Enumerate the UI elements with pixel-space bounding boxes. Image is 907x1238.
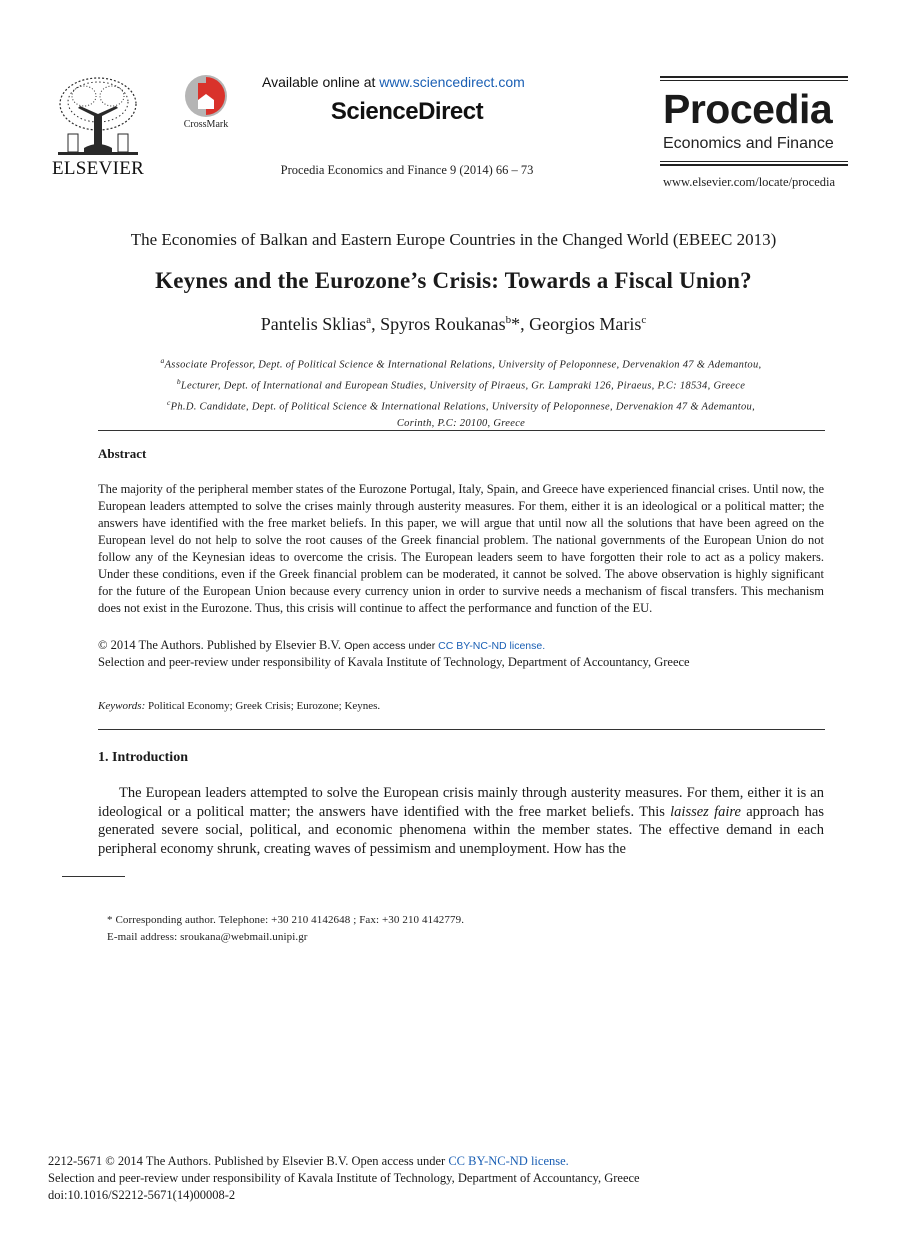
- peer-review-statement: Selection and peer-review under responsibility of Kavala Institute of Technology, Department of Accountancy, Greece: [98, 655, 690, 669]
- copyright-text: © 2014 The Authors. Published by Elsevier B.V.: [98, 638, 345, 652]
- section-heading: 1. Introduction: [98, 750, 188, 765]
- affiliation-mark: c: [166, 398, 171, 407]
- author-separator: ,: [371, 314, 381, 334]
- copyright-line: [98, 637, 824, 655]
- author-name: Spyros Roukanas: [380, 314, 506, 334]
- affiliation-mark: a: [160, 356, 165, 365]
- license-link[interactable]: CC BY-NC-ND license.: [438, 640, 546, 652]
- procedia-masthead: [660, 76, 850, 196]
- procedia-brand: Procedia: [663, 86, 833, 132]
- footer-doi[interactable]: doi:10.1016/S2212-5671(14)00008-2: [48, 1188, 236, 1202]
- crossmark-icon: [176, 74, 236, 118]
- affiliation-text: Ph.D. Candidate, Dept. of Political Science & International Relations, University of Peloponnese, Dervenakion 47 & Ademantou,: [170, 401, 755, 413]
- elsevier-wordmark: ELSEVIER: [52, 158, 145, 179]
- footer-issn-text: 2212-5671 © 2014 The Authors. Published by Elsevier B.V. Open access under: [48, 1154, 449, 1168]
- footer-peer-review: Selection and peer-review under responsibility of Kavala Institute of Technology, Department of Accountancy, Greece: [48, 1171, 640, 1185]
- keywords: [98, 700, 824, 712]
- author-list: [0, 314, 907, 335]
- footer-issn-line: [48, 1154, 569, 1169]
- intro-top-rule: [98, 729, 825, 730]
- intro-text: approach has generated severe social, political, and economic phenomena within the member states. The effective demand in each peripheral economy shrunk, creating waves of pessimism and unemployment. How has the: [98, 803, 824, 857]
- author-affil-mark: a: [366, 314, 372, 326]
- intro-text: The European leaders attempted to solve the European crisis mainly through austerity measures. For them, either it is an ideological or a political matter; the answers have identified with the free market beliefs. This: [98, 785, 824, 820]
- available-online-prefix: Available online at: [262, 74, 380, 90]
- paper-title: Keynes and the Eurozone’s Crisis: Towards a Fiscal Union?: [155, 268, 752, 293]
- author-name: Pantelis Sklias: [260, 314, 367, 334]
- affiliation-text: Associate Professor, Dept. of Political Science & International Relations, University of Peloponnese, Dervenakion 47 & Ademantou,: [164, 359, 762, 371]
- intro-paragraph: [98, 784, 824, 858]
- crossmark-label: CrossMark: [183, 119, 229, 130]
- affiliations: [98, 353, 824, 433]
- affiliation-line: [98, 395, 824, 416]
- masthead-rule-top-2: [660, 80, 848, 81]
- affiliation-line: [98, 374, 824, 395]
- keywords-text: Political Economy; Greek Crisis; Eurozone; Keynes.: [145, 700, 381, 712]
- affiliation-text: Lecturer, Dept. of International and European Studies, University of Piraeus, Gr. Lampraki 126, Piraeus, P.C: 18534, Greece: [180, 380, 746, 392]
- procedia-url-link[interactable]: www.elsevier.com/locate/procedia: [663, 175, 836, 189]
- journal-citation: Procedia Economics and Finance 9 (2014) 66 – 73: [280, 163, 534, 177]
- author-separator: *,: [511, 314, 530, 334]
- crossmark-badge[interactable]: [176, 74, 236, 134]
- abstract-body: The majority of the peripheral member states of the Eurozone Portugal, Italy, Spain, and Greece have experienced financial crises. Until now, the European leaders attempted to solve the crises mainly through austerity measures. For them, either it is an ideological or a political matter; the answers have identified with the free market beliefs. In this paper, we will argue that until now all the solutions that have been agreed on the European level do not help to solve the root causes of the Greek financial problem. The national governments of the European Union do not follow any of the Keynesian ideas to overcome the crisis. The European leaders seem to have forgotten their role to act as a policy makers. Under these conditions, even if the Greek financial problem can be moderated, it cannot be solved. The above observation is highly significant for the future of the European Union because every currency union in order to survive needs a mechanism of fiscal transfers. This mechanism does not exist in the Eurozone. Thus, this crisis will continue to affect the performance and function of the EU.: [98, 482, 824, 615]
- affiliation-text: Corinth, P.C: 20100, Greece: [396, 418, 526, 429]
- email-note: E-mail address: sroukana@webmail.unipi.gr: [107, 931, 308, 943]
- conference-name: The Economies of Balkan and Eastern Europe Countries in the Changed World (EBEEC 2013): [130, 230, 777, 249]
- corresponding-author-note: * Corresponding author. Telephone: +30 210 4142648 ; Fax: +30 210 4142779.: [107, 914, 465, 926]
- sciencedirect-link[interactable]: www.sciencedirect.com: [379, 74, 525, 90]
- footer-license-link[interactable]: CC BY-NC-ND license.: [448, 1154, 569, 1168]
- masthead-rule-top-1: [660, 76, 848, 78]
- author-affil-mark: c: [641, 314, 647, 326]
- masthead-rule-bottom-1: [660, 161, 848, 162]
- elsevier-tree-icon: [54, 74, 142, 156]
- procedia-subtitle: Economics and Finance: [663, 135, 834, 152]
- intro-italic-term: laissez faire: [670, 803, 741, 820]
- elsevier-logo[interactable]: [52, 74, 144, 179]
- author-name: Georgios Maris: [529, 314, 642, 334]
- affiliation-mark: b: [176, 377, 181, 386]
- sciencedirect-title: ScienceDirect: [330, 98, 484, 125]
- keywords-label: Keywords:: [98, 700, 146, 712]
- author-affil-mark: b: [505, 314, 512, 326]
- abstract-heading: Abstract: [98, 446, 147, 461]
- affiliation-line: [98, 353, 824, 374]
- open-access-text: Open access under: [344, 640, 439, 652]
- available-online-line: [262, 74, 562, 90]
- abstract-top-rule: [98, 430, 825, 431]
- masthead-rule-bottom-2: [660, 164, 848, 166]
- footnote-rule: [62, 876, 125, 877]
